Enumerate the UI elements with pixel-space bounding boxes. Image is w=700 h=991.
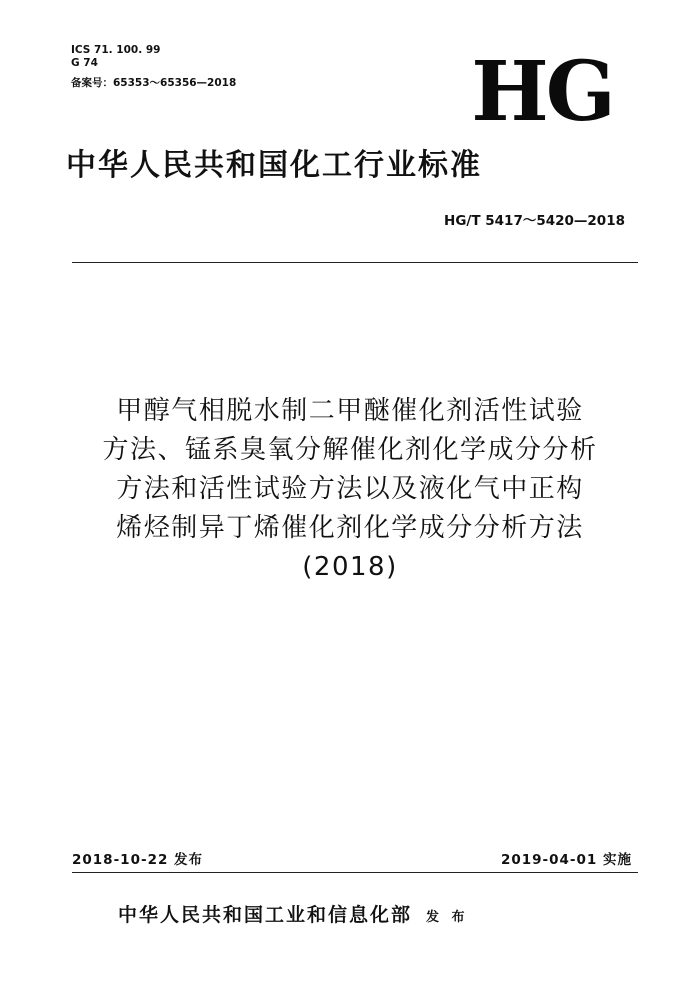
standard-category-title: 中华人民共和国化工行业标准 <box>66 148 482 183</box>
title-year: (2018) <box>302 552 398 582</box>
publish-date: 2018-10-22 发布 <box>72 852 204 868</box>
standard-code: HG/T 5417～5420—2018 <box>444 213 625 229</box>
record-number: 备案号：65353～65356—2018 <box>71 77 237 89</box>
title-line-1: 甲醇气相脱水制二甲醚催化剂活性试验 <box>116 396 584 426</box>
bottom-divider <box>72 872 638 873</box>
hg-logo: HG <box>471 44 613 140</box>
classification-code: G 74 <box>71 57 98 69</box>
title-line-3: 方法和活性试验方法以及液化气中正构 <box>116 474 584 504</box>
implement-date: 2019-04-01 实施 <box>500 852 632 868</box>
document-title <box>40 392 660 587</box>
ics-code: ICS 71. 100. 99 <box>71 44 161 56</box>
title-line-2: 方法、锰系臭氧分解催化剂化学成分分析 <box>102 435 598 465</box>
publisher-name: 中华人民共和国工业和信息化部 <box>118 904 413 926</box>
top-divider <box>72 262 638 263</box>
publisher-suffix: 发 布 <box>426 910 469 925</box>
publisher <box>118 900 469 927</box>
title-line-4: 烯烃制异丁烯催化剂化学成分分析方法 <box>116 513 584 543</box>
